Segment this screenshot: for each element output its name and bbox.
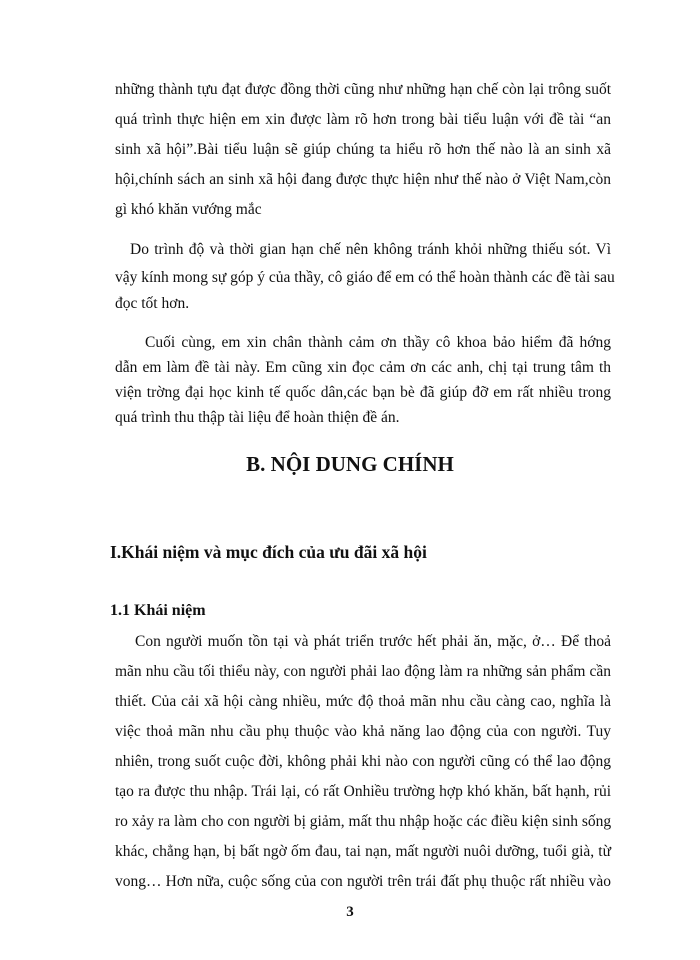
page-number: 3 [346,904,354,920]
paragraph-line: sinh xã hội”.Bài tiểu luận sẽ giúp chúng ta hiểu rõ hơn thế nào là an sinh xã [115,141,611,158]
heading-level-2: 1.1 Khái niệm [110,602,206,619]
body-line: mãn nhu cầu tối thiểu này, con người phải lao động làm ra những sản phẩm cần [115,663,611,680]
heading-level-1: I.Khái niệm và mục đích của ưu đãi xã hội [110,542,427,562]
paragraph-line: Cuối cùng, em xin chân thành cảm ơn thầy cô khoa bảo hiểm đã hớng [145,334,611,351]
paragraph-line: hội,chính sách an sinh xã hội đang được thực hiện như thế nào ở Việt Nam,còn [115,171,611,188]
body-line: thiết. Của cải xã hội càng nhiều, mức độ thoả mãn nhu cầu càng cao, nghĩa là [115,693,611,710]
paragraph-line: viện trờng đại học kinh tế quốc dân,các bạn bè đã giúp đỡ em rất nhiều trong [115,384,611,401]
paragraph-line: gì khó khăn vướng mắc [115,201,262,218]
body-line: nhiên, trong suốt cuộc đời, không phải khi nào con người cũng có thể lao động [115,753,611,770]
body-line: khác, chẳng hạn, bị bất ngờ ốm đau, tai nạn, mất người nuôi dưỡng, tuổi già, từ [115,843,611,860]
paragraph-line: quá trình thực hiện em xin được làm rõ hơn trong bài tiểu luận với đề tài “an [115,111,611,128]
body-line: vong… Hơn nữa, cuộc sống của con người trên trái đất phụ thuộc rất nhiều vào [115,873,611,890]
paragraph-line: vậy kính mong sự góp ý của thầy, cô giáo để em có thể hoàn thành các đề tài sau [115,269,615,286]
paragraph-line: đọc tốt hơn. [115,295,190,312]
body-line: tạo ra được thu nhập. Trái lại, có rất Onhiều trường hợp khó khăn, bất hạnh, rủi [115,783,611,800]
section-title: B. NỘI DUNG CHÍNH [246,452,454,476]
body-line: việc thoả mãn nhu cầu phụ thuộc vào khả năng lao động của con người. Tuy [115,723,611,740]
body-line: Con người muốn tồn tại và phát triển trước hết phải ăn, mặc, ở… Để thoả [135,633,611,650]
paragraph-line: những thành tựu đạt được đồng thời cũng như những hạn chế còn lại trông suốt [115,81,611,98]
paragraph-line: Do trình độ và thời gian hạn chế nên không tránh khỏi những thiếu sót. Vì [130,241,611,258]
paragraph-line: dẫn em làm đề tài này. Em cũng xin đọc cảm ơn các anh, chị tại trung tâm th [115,359,611,376]
paragraph-line: quá trình thu thập tài liệu để hoàn thiện đề án. [115,409,400,426]
body-line: ro xảy ra làm cho con người bị giảm, mất thu nhập hoặc các điều kiện sinh sống [115,813,612,830]
